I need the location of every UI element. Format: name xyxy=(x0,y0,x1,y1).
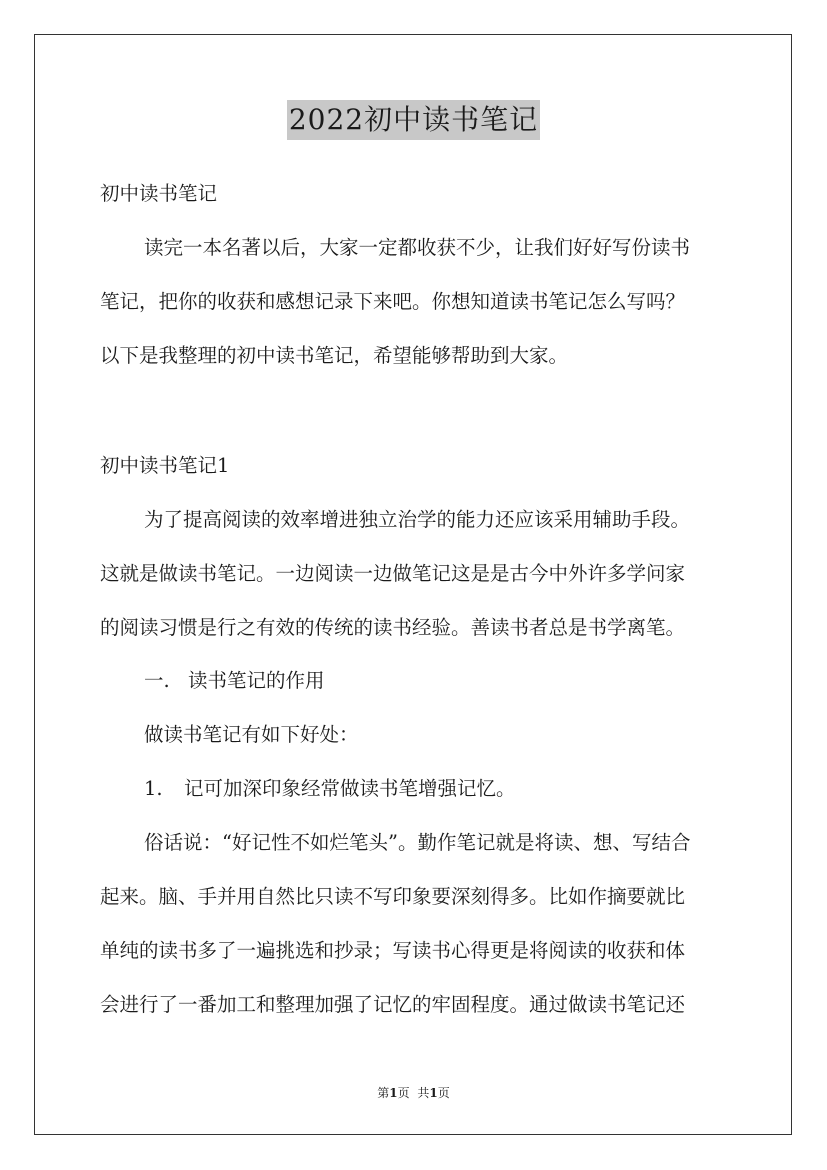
body-para-line-3: 单纯的读书多了一遍挑选和抄录；写读书心得更是将阅读的收获和体 xyxy=(100,939,686,962)
item-one-number: 一. xyxy=(144,669,170,692)
document-title: 2022初中读书笔记 xyxy=(287,100,540,140)
subtitle: 初中读书笔记 xyxy=(100,182,218,205)
footer-total-prefix: 共 xyxy=(417,1086,430,1100)
item-one-text: 读书笔记的作用 xyxy=(188,669,325,692)
footer-page-suffix: 页 xyxy=(397,1086,410,1100)
point-one-text: 记可加深印象经常做读书笔增强记忆。 xyxy=(184,777,516,800)
page-footer xyxy=(0,1085,827,1101)
footer-page-prefix: 第 xyxy=(377,1086,390,1100)
body-para-line-4: 会进行了一番加工和整理加强了记忆的牢固程度。通过做读书笔记还 xyxy=(100,993,686,1016)
point-one xyxy=(144,775,516,803)
section-para-line-3: 的阅读习惯是行之有效的传统的读书经验。善读书者总是书学离笔。 xyxy=(100,616,686,639)
point-one-number: 1. xyxy=(144,777,163,800)
body-para-line-2: 起来。脑、手并用自然比只读不写印象要深刻得多。比如作摘要就比 xyxy=(100,885,686,908)
benefits-intro: 做读书笔记有如下好处： xyxy=(144,723,359,746)
title-wrap xyxy=(0,100,827,140)
section-para-line-1: 为了提高阅读的效率增进独立治学的能力还应该采用辅助手段。 xyxy=(144,508,691,531)
footer-total-suffix: 页 xyxy=(437,1086,450,1100)
intro-line-3: 以下是我整理的初中读书笔记，希望能够帮助到大家。 xyxy=(100,344,569,367)
intro-line-2: 笔记，把你的收获和感想记录下来吧。你想知道读书笔记怎么写吗？ xyxy=(100,290,686,313)
section-heading: 初中读书笔记1 xyxy=(100,454,230,477)
footer-page-number: 1 xyxy=(389,1086,398,1100)
item-one xyxy=(144,667,325,695)
footer-total-number: 1 xyxy=(429,1086,438,1100)
section-para-line-2: 这就是做读书笔记。一边阅读一边做笔记这是是古今中外许多学问家 xyxy=(100,562,686,585)
intro-line-1: 读完一本名著以后，大家一定都收获不少，让我们好好写份读书 xyxy=(144,236,691,259)
body-para-line-1: 俗话说：“好记性不如烂笔头”。勤作笔记就是将读、想、写结合 xyxy=(144,831,691,854)
